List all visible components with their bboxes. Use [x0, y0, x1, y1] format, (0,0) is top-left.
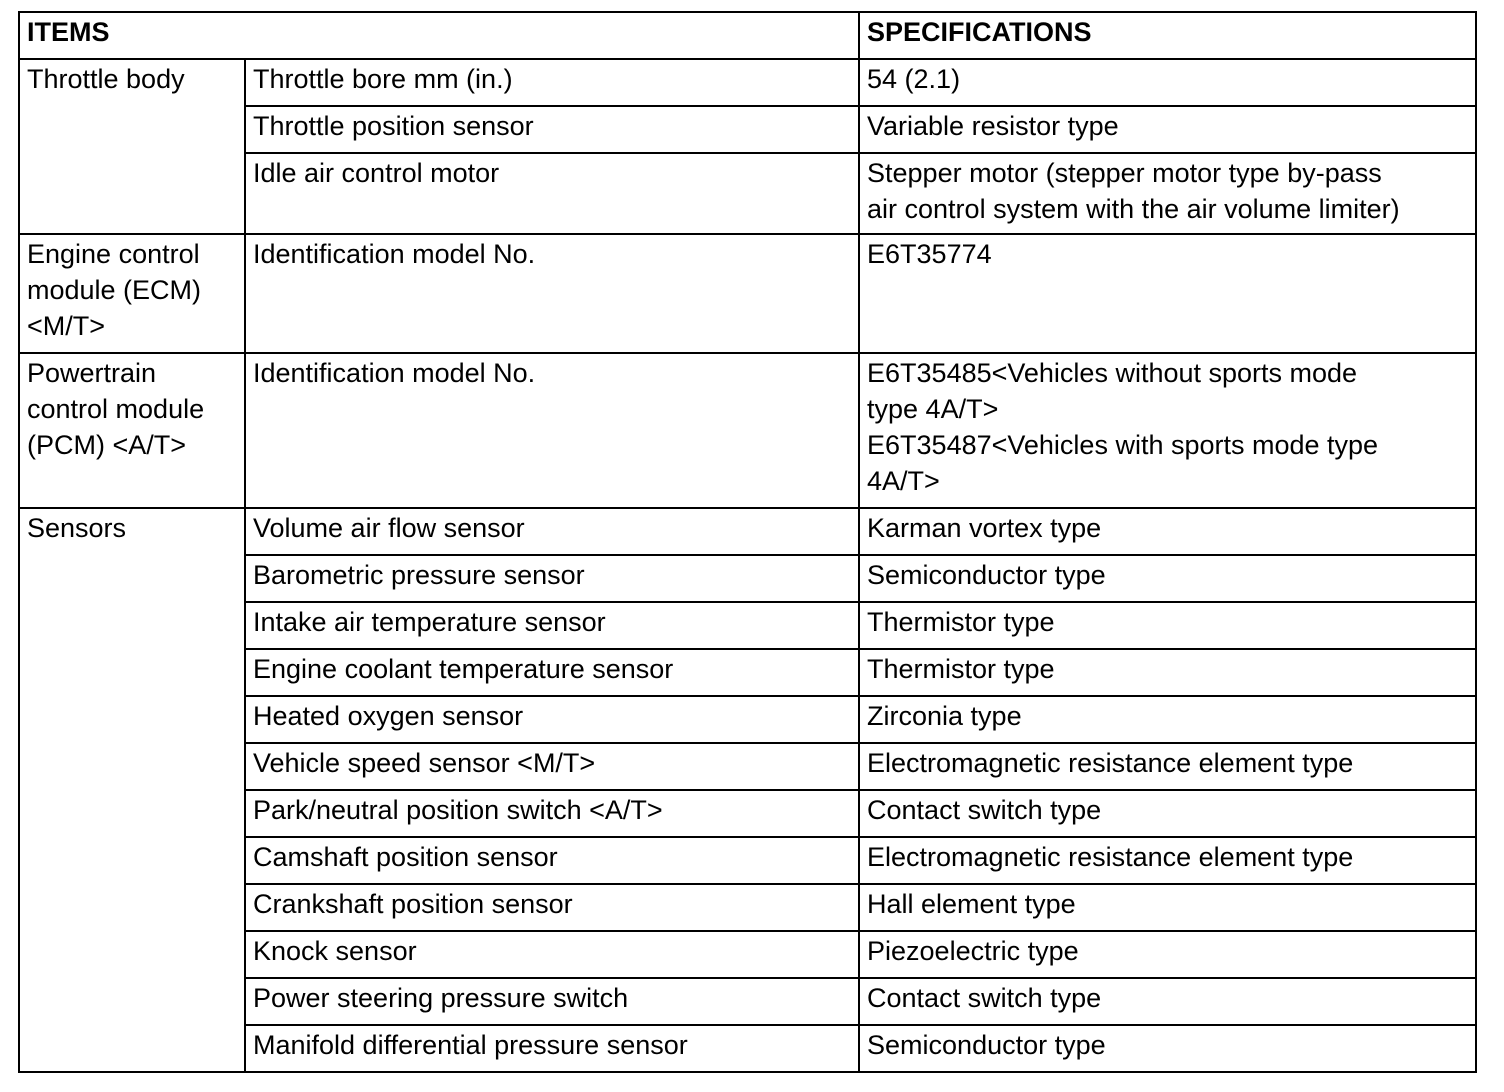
spec-cell: Hall element type: [859, 884, 1476, 931]
spec-cell: Electromagnetic resistance element type: [859, 837, 1476, 884]
table-row: [19, 59, 1476, 106]
spec-line: E6T35485<Vehicles without sports mode: [867, 358, 1358, 388]
spec-cell: Karman vortex type: [859, 508, 1476, 555]
spec-line: 4A/T>: [867, 466, 940, 496]
spec-line: air control system with the air volume limiter): [867, 194, 1400, 224]
table-row: [19, 508, 1476, 555]
item-cell: Crankshaft position sensor: [245, 884, 859, 931]
group-label-line: (PCM) <A/T>: [27, 430, 187, 460]
item-cell: Intake air temperature sensor: [245, 602, 859, 649]
group-label-ecm: [19, 234, 245, 353]
group-label-pcm: [19, 353, 245, 508]
spec-cell: Variable resistor type: [859, 106, 1476, 153]
spec-line: type 4A/T>: [867, 394, 999, 424]
item-cell: Power steering pressure switch: [245, 978, 859, 1025]
item-cell: Manifold differential pressure sensor: [245, 1025, 859, 1072]
spec-cell: E6T35774: [859, 234, 1476, 353]
header-specifications: SPECIFICATIONS: [859, 12, 1476, 59]
group-label-line: Powertrain: [27, 358, 157, 388]
spec-cell: Contact switch type: [859, 790, 1476, 837]
group-label-sensors: Sensors: [19, 508, 245, 1072]
spec-cell: Contact switch type: [859, 978, 1476, 1025]
group-label-line: control module: [27, 394, 205, 424]
spec-cell: Semiconductor type: [859, 1025, 1476, 1072]
spec-cell: 54 (2.1): [859, 59, 1476, 106]
specifications-table: [18, 11, 1477, 1073]
item-cell: Engine coolant temperature sensor: [245, 649, 859, 696]
header-row: [19, 12, 1476, 59]
spec-cell: Semiconductor type: [859, 555, 1476, 602]
item-cell: Heated oxygen sensor: [245, 696, 859, 743]
spec-cell: [859, 153, 1476, 234]
item-cell: Camshaft position sensor: [245, 837, 859, 884]
item-cell: Identification model No.: [245, 234, 859, 353]
table-row: [19, 234, 1476, 353]
header-items: ITEMS: [19, 12, 859, 59]
spec-cell: Thermistor type: [859, 602, 1476, 649]
spec-cell: Electromagnetic resistance element type: [859, 743, 1476, 790]
spec-cell: Thermistor type: [859, 649, 1476, 696]
spec-cell: Piezoelectric type: [859, 931, 1476, 978]
item-cell: Throttle bore mm (in.): [245, 59, 859, 106]
item-cell: Park/neutral position switch <A/T>: [245, 790, 859, 837]
item-cell: Volume air flow sensor: [245, 508, 859, 555]
item-cell: Identification model No.: [245, 353, 859, 508]
item-cell: Barometric pressure sensor: [245, 555, 859, 602]
spec-line: Stepper motor (stepper motor type by-pass: [867, 158, 1382, 188]
group-label-line: Engine control: [27, 239, 200, 269]
spec-cell: Zirconia type: [859, 696, 1476, 743]
spec-line: E6T35487<Vehicles with sports mode type: [867, 430, 1379, 460]
group-label-line: module (ECM): [27, 275, 202, 305]
item-cell: Knock sensor: [245, 931, 859, 978]
item-cell: Throttle position sensor: [245, 106, 859, 153]
table-row: [19, 353, 1476, 508]
item-cell: Vehicle speed sensor <M/T>: [245, 743, 859, 790]
spec-cell: [859, 353, 1476, 508]
item-cell: Idle air control motor: [245, 153, 859, 234]
group-label-throttle-body: Throttle body: [19, 59, 245, 234]
group-label-line: <M/T>: [27, 311, 106, 341]
